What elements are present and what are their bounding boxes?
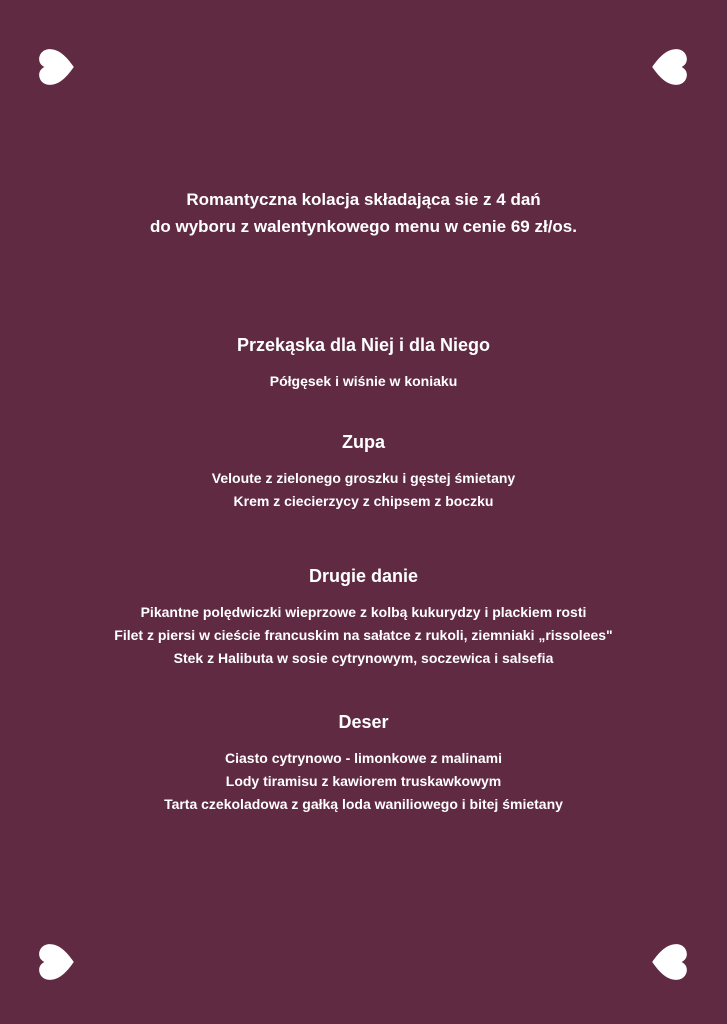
- intro-line: do wyboru z walentynkowego menu w cenie 69 zł/os.: [150, 217, 577, 236]
- menu-item: Tarta czekoladowa z gałką loda waniliowego i bitej śmietany: [164, 796, 563, 812]
- section-title: Drugie danie: [308, 566, 419, 586]
- section-title: Przekąska dla Niej i dla Niego: [236, 335, 491, 355]
- section-items: [0, 747, 727, 816]
- intro-line: Romantyczna kolacja składająca sie z 4 dań: [186, 190, 541, 209]
- menu-item: Veloute z zielonego groszku i gęstej śmietany: [211, 470, 516, 486]
- section-items: [0, 601, 727, 670]
- menu-item: Półgęsek i wiśnie w koniaku: [269, 373, 458, 389]
- heart-icon: [648, 46, 690, 88]
- menu-item: Pikantne polędwiczki wieprzowe z kolbą kukurydzy i plackiem rosti: [140, 604, 587, 620]
- section-title: Deser: [338, 712, 389, 732]
- section-main-course: [0, 565, 727, 670]
- section-title: Zupa: [342, 432, 385, 452]
- menu-item: Lody tiramisu z kawiorem truskawkowym: [225, 773, 502, 789]
- section-items: [0, 370, 727, 393]
- heart-icon: [36, 941, 78, 983]
- menu-item: Ciasto cytrynowo - limonkowe z malinami: [225, 750, 502, 766]
- menu-item: Krem z ciecierzycy z chipsem z boczku: [233, 493, 494, 509]
- menu-item: Filet z piersi w cieście francuskim na sałatce z rukoli, ziemniaki „rissolees": [114, 627, 613, 643]
- section-appetizer: [0, 334, 727, 393]
- heart-icon: [36, 46, 78, 88]
- section-soup: [0, 431, 727, 513]
- section-items: [0, 467, 727, 513]
- heart-icon: [648, 941, 690, 983]
- menu-item: Stek z Halibuta w sosie cytrynowym, soczewica i salsefia: [173, 650, 554, 666]
- intro-text: [0, 186, 727, 240]
- section-dessert: [0, 711, 727, 816]
